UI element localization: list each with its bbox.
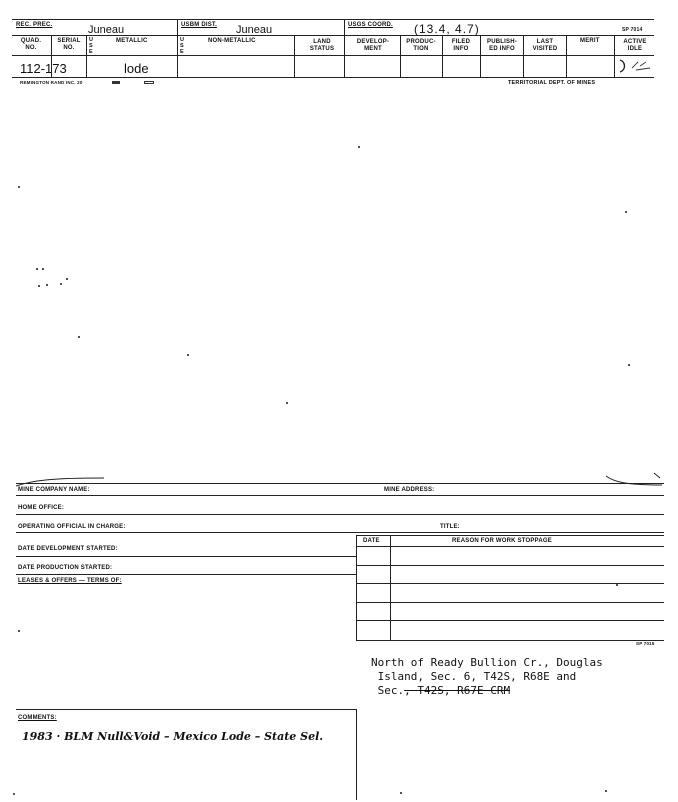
title-label: TITLE:: [440, 524, 460, 530]
comment-handwritten: 1983 · BLM Null&Void – Mexico Lode – State Sel.: [22, 730, 324, 743]
department-imprint: TERRITORIAL DEPT. OF MINES: [508, 80, 596, 86]
usgs-coord-label: USGS COORD.: [348, 22, 393, 28]
quad-serial-value: 112-173: [20, 61, 67, 76]
printer-imprint: REMINGTON RAND INC. 20: [20, 80, 83, 85]
usgs-coord-value: (13.4, 4.7): [414, 22, 480, 36]
date-development-started-label: DATE DEVELOPMENT STARTED:: [18, 546, 118, 552]
location-line-3: [371, 684, 510, 698]
col-published-info: PUBLISH-ED INFO: [487, 39, 517, 52]
col-active-idle: ACTIVE IDLE: [623, 39, 647, 52]
col-non-metallic: NON-METALLIC: [208, 38, 256, 44]
date-column-header: DATE: [363, 538, 380, 544]
col-last-visited: LAST VISITED: [532, 39, 558, 52]
col-serial-no: SERIAL NO.: [57, 38, 81, 51]
imprint-mark: [112, 81, 120, 84]
col-quad-no: QUAD. NO.: [20, 38, 42, 51]
card-edge-curve: [14, 472, 664, 490]
rec-prec-value: Juneau: [88, 24, 125, 36]
home-office-label: HOME OFFICE:: [18, 505, 65, 511]
location-line-1: North of Ready Bullion Cr., Douglas: [371, 656, 603, 669]
date-production-started-label: DATE PRODUCTION STARTED:: [18, 565, 113, 571]
pencil-mark: [616, 56, 656, 78]
location-line-3-prefix: Sec.: [371, 684, 405, 697]
col-metallic: METALLIC: [116, 38, 148, 44]
mine-company-name-label: MINE COMPANY NAME:: [18, 487, 90, 493]
comments-label: COMMENTS:: [18, 715, 57, 721]
mine-address-label: MINE ADDRESS:: [384, 487, 435, 493]
col-production: PRODUC-TION: [406, 39, 436, 52]
col-filed-info: FILED INFO: [451, 39, 471, 52]
reason-column-header: REASON FOR WORK STOPPAGE: [452, 538, 552, 544]
imprint-mark-2: [144, 81, 154, 84]
form-number-top: SP 7014: [622, 27, 643, 33]
col-land-status: LAND STATUS: [309, 39, 335, 52]
col-us-marker-metallic: U S E: [89, 37, 94, 55]
location-line-3-struck: , T42S, R67E CRM: [404, 684, 511, 697]
form-number-bottom: SP 7015: [636, 641, 655, 646]
leases-offers-label: LEASES & OFFERS — TERMS OF:: [18, 578, 122, 584]
location-line-2: Island, Sec. 6, T42S, R68E and: [371, 670, 577, 683]
metallic-value: lode: [124, 61, 149, 76]
col-merit: MERIT: [580, 38, 600, 44]
col-development: DEVELOP-MENT: [356, 39, 390, 52]
usbm-dist-value: Juneau: [236, 24, 273, 36]
operating-official-label: OPERATING OFFICIAL IN CHARGE:: [18, 524, 126, 530]
rec-prec-label: REC. PREC.: [16, 22, 53, 28]
usbm-dist-label: USBM DIST.: [181, 22, 218, 28]
col-us-marker-nonmetallic: U S E: [180, 37, 185, 55]
